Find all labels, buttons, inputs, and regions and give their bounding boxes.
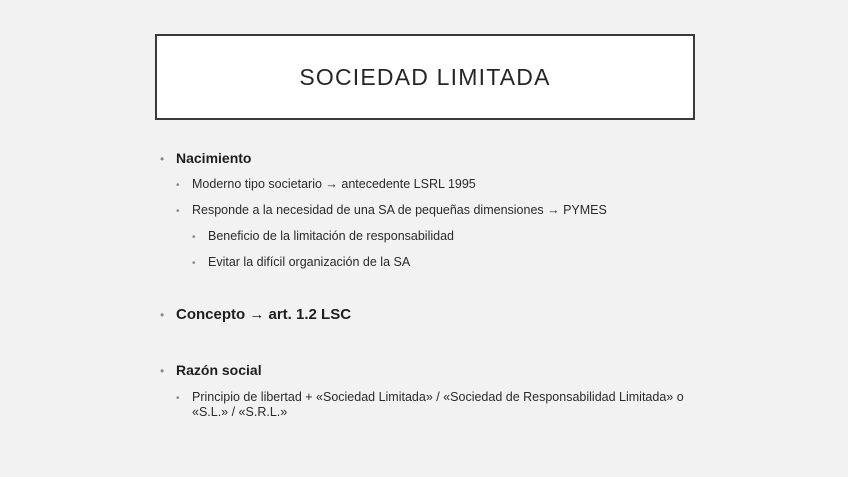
title-box: [155, 34, 695, 120]
bullet-dot: •: [160, 308, 165, 322]
bullet-dot: •: [176, 180, 180, 191]
bullet-dot: •: [160, 364, 165, 378]
bullet-beneficio: [192, 229, 454, 243]
bullet-text: Responde a la necesidad de una SA de pequeñas dimensiones → PYMES: [192, 203, 607, 217]
bullet-nacimiento: [160, 150, 251, 166]
bullet-dot: •: [192, 232, 196, 243]
bullet-text: Nacimiento: [176, 150, 252, 166]
bullet-dot: •: [176, 206, 180, 217]
bullet-responde: [176, 203, 607, 217]
bullet-concepto: [160, 306, 351, 323]
bullet-moderno: [176, 177, 476, 191]
bullet-dot: •: [192, 258, 196, 269]
bullet-dot: •: [160, 152, 165, 166]
slide-title: SOCIEDAD LIMITADA: [299, 63, 551, 90]
bullet-text: Beneficio de la limitación de responsabilidad: [208, 229, 454, 243]
bullet-razon-social: [160, 362, 262, 378]
bullet-evitar: [192, 255, 410, 269]
bullet-text: Evitar la difícil organización de la SA: [208, 255, 411, 269]
bullet-text: Principio de libertad + «Sociedad Limitada» / «Sociedad de Responsabilidad Limitada» o «S.L.» / «S.R.L.»: [192, 390, 684, 419]
bullet-principio: [176, 390, 692, 420]
bullet-dot: •: [176, 393, 180, 404]
bullet-text: Moderno tipo societario → antecedente LSRL 1995: [192, 177, 476, 191]
bullet-text: Concepto → art. 1.2 LSC: [176, 306, 352, 323]
bullet-text: Razón social: [176, 362, 262, 378]
